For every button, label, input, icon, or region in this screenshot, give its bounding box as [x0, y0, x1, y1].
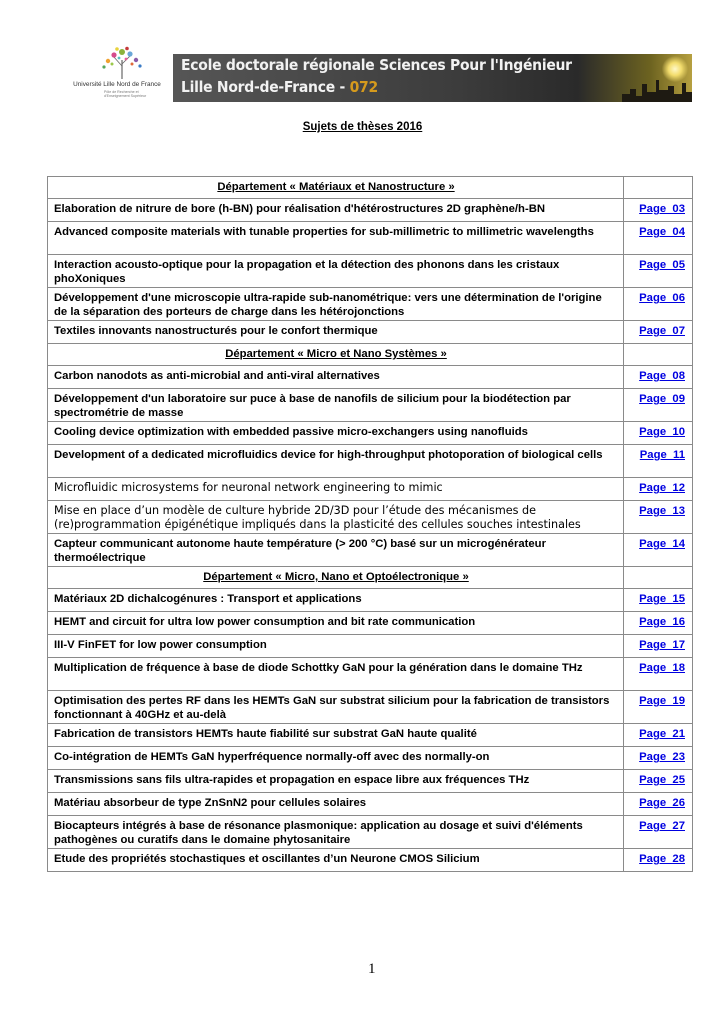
page-link[interactable]: Page_14	[624, 534, 693, 567]
page-link[interactable]: Page_19	[624, 691, 693, 724]
logo-tagline: Pôle de Recherche et d'Enseignement Supérieur	[104, 90, 147, 98]
page-link[interactable]: Page_10	[624, 422, 693, 445]
topic-title: Matériaux 2D dichalcogénures : Transport et applications	[48, 589, 624, 612]
page-link[interactable]: Page_05	[624, 255, 693, 288]
topic-title: Development of a dedicated microfluidics device for high-throughput photoporation of biological cells	[48, 445, 624, 478]
topic-title: Advanced composite materials with tunable properties for sub-millimetric to millimetric wavelengths	[48, 222, 624, 255]
ecole-doctorale-banner	[173, 54, 692, 102]
topic-title: Co-intégration de HEMTs GaN hyperfréquence normally-off avec des normally-on	[48, 747, 624, 770]
topic-title: Elaboration de nitrure de bore (h-BN) pour réalisation d'hétérostructures 2D graphène/h-BN	[48, 199, 624, 222]
topic-row	[48, 445, 693, 478]
topic-title: Multiplication de fréquence à base de diode Schottky GaN pour la génération dans le domaine THz	[48, 658, 624, 691]
page-link[interactable]: Page_18	[624, 658, 693, 691]
department-heading: Département « Micro, Nano et Optoélectronique »	[48, 567, 624, 589]
topic-row	[48, 770, 693, 793]
page-header	[62, 44, 694, 104]
topic-row	[48, 724, 693, 747]
topic-title: Etude des propriétés stochastiques et oscillantes d’un Neurone CMOS Silicium	[48, 849, 624, 872]
page-link[interactable]: Page_11	[624, 445, 693, 478]
page-link[interactable]: Page_09	[624, 389, 693, 422]
page-link[interactable]: Page_16	[624, 612, 693, 635]
topic-row	[48, 501, 693, 534]
skyline-icon	[622, 74, 692, 102]
topic-row	[48, 222, 693, 255]
topic-row	[48, 422, 693, 445]
topic-title: Matériau absorbeur de type ZnSnN2 pour cellules solaires	[48, 793, 624, 816]
logo-university-name: Université Lille Nord de France	[73, 81, 161, 88]
page-link[interactable]: Page_27	[624, 816, 693, 849]
page-link[interactable]: Page_21	[624, 724, 693, 747]
page-link[interactable]: Page_26	[624, 793, 693, 816]
topic-title: Carbon nanodots as anti-microbial and anti-viral alternatives	[48, 366, 624, 389]
topic-row	[48, 589, 693, 612]
page-link[interactable]: Page_23	[624, 747, 693, 770]
banner-location: Lille Nord-de-France -	[181, 78, 350, 96]
banner-title-line2	[181, 78, 378, 96]
empty-page-cell	[624, 177, 693, 199]
topic-row	[48, 658, 693, 691]
document-title: Sujets de thèses 2016	[302, 121, 423, 133]
topic-title: Biocapteurs intégrés à base de résonance plasmonique: application au dosage et suivi d'éléments pathogènes ou curatifs dans le domaine phytosanitaire	[48, 816, 624, 849]
topic-row	[48, 534, 693, 567]
page-link[interactable]: Page_06	[624, 288, 693, 321]
department-row	[48, 177, 693, 199]
department-row	[48, 344, 693, 366]
page-link[interactable]: Page_17	[624, 635, 693, 658]
topic-row	[48, 816, 693, 849]
topic-row	[48, 255, 693, 288]
topic-row	[48, 793, 693, 816]
topic-title: Mise en place d’un modèle de culture hybride 2D/3D pour l’étude des mécanismes de (re)programmation épigénétique impliqués dans la plasticité des cellules souches intestinales	[48, 501, 624, 534]
department-heading: Département « Micro et Nano Systèmes »	[48, 344, 624, 366]
topic-row	[48, 747, 693, 770]
topic-row	[48, 288, 693, 321]
university-logo	[62, 44, 172, 104]
topic-row	[48, 321, 693, 344]
page-link[interactable]: Page_15	[624, 589, 693, 612]
page-link[interactable]: Page_25	[624, 770, 693, 793]
topic-title: Capteur communicant autonome haute température (> 200 °C) basé sur un microgénérateur thermoélectrique	[48, 534, 624, 567]
banner-school-number: 072	[349, 78, 378, 96]
topic-row	[48, 635, 693, 658]
page-link[interactable]: Page_28	[624, 849, 693, 872]
topic-title: Transmissions sans fils ultra-rapides et propagation en espace libre aux fréquences THz	[48, 770, 624, 793]
department-row	[48, 567, 693, 589]
page-link[interactable]: Page_13	[624, 501, 693, 534]
thesis-topics-table	[47, 176, 693, 872]
banner-title-line1: Ecole doctorale régionale Sciences Pour l'Ingénieur	[181, 56, 572, 74]
topic-row	[48, 849, 693, 872]
department-heading: Département « Matériaux et Nanostructure »	[48, 177, 624, 199]
topic-row	[48, 691, 693, 724]
topic-title: III-V FinFET for low power consumption	[48, 635, 624, 658]
topic-row	[48, 199, 693, 222]
topic-title: HEMT and circuit for ultra low power consumption and bit rate communication	[48, 612, 624, 635]
topic-title: Optimisation des pertes RF dans les HEMTs GaN sur substrat silicium pour la fabrication de transistors fonctionnant à 40GHz et au-delà	[48, 691, 624, 724]
topic-title: Interaction acousto-optique pour la propagation et la détection des phonons dans les cristaux phoXoniques	[48, 255, 624, 288]
topic-title: Développement d'un laboratoire sur puce à base de nanofils de silicium pour la biodétection par spectrométrie de masse	[48, 389, 624, 422]
page-link[interactable]: Page_08	[624, 366, 693, 389]
topic-title: Textiles innovants nanostructurés pour le confort thermique	[48, 321, 624, 344]
topic-row	[48, 366, 693, 389]
page-link[interactable]: Page_04	[624, 222, 693, 255]
page-link[interactable]: Page_12	[624, 478, 693, 501]
topic-title: Microfluidic microsystems for neuronal network engineering to mimic	[48, 478, 624, 501]
empty-page-cell	[624, 344, 693, 366]
topic-row	[48, 389, 693, 422]
topic-row	[48, 478, 693, 501]
page-link[interactable]: Page_07	[624, 321, 693, 344]
topic-title: Développement d'une microscopie ultra-rapide sub-nanométrique: vers une détermination de l'origine de la séparation des porteurs de charge dans les hétérojonctions	[48, 288, 624, 321]
page-link[interactable]: Page_03	[624, 199, 693, 222]
topic-title: Cooling device optimization with embedded passive micro-exchangers using nanofluids	[48, 422, 624, 445]
topic-title: Fabrication de transistors HEMTs haute fiabilité sur substrat GaN haute qualité	[48, 724, 624, 747]
topic-row	[48, 612, 693, 635]
empty-page-cell	[624, 567, 693, 589]
tree-logo-icon	[98, 46, 146, 80]
page-number: 1	[368, 961, 376, 977]
